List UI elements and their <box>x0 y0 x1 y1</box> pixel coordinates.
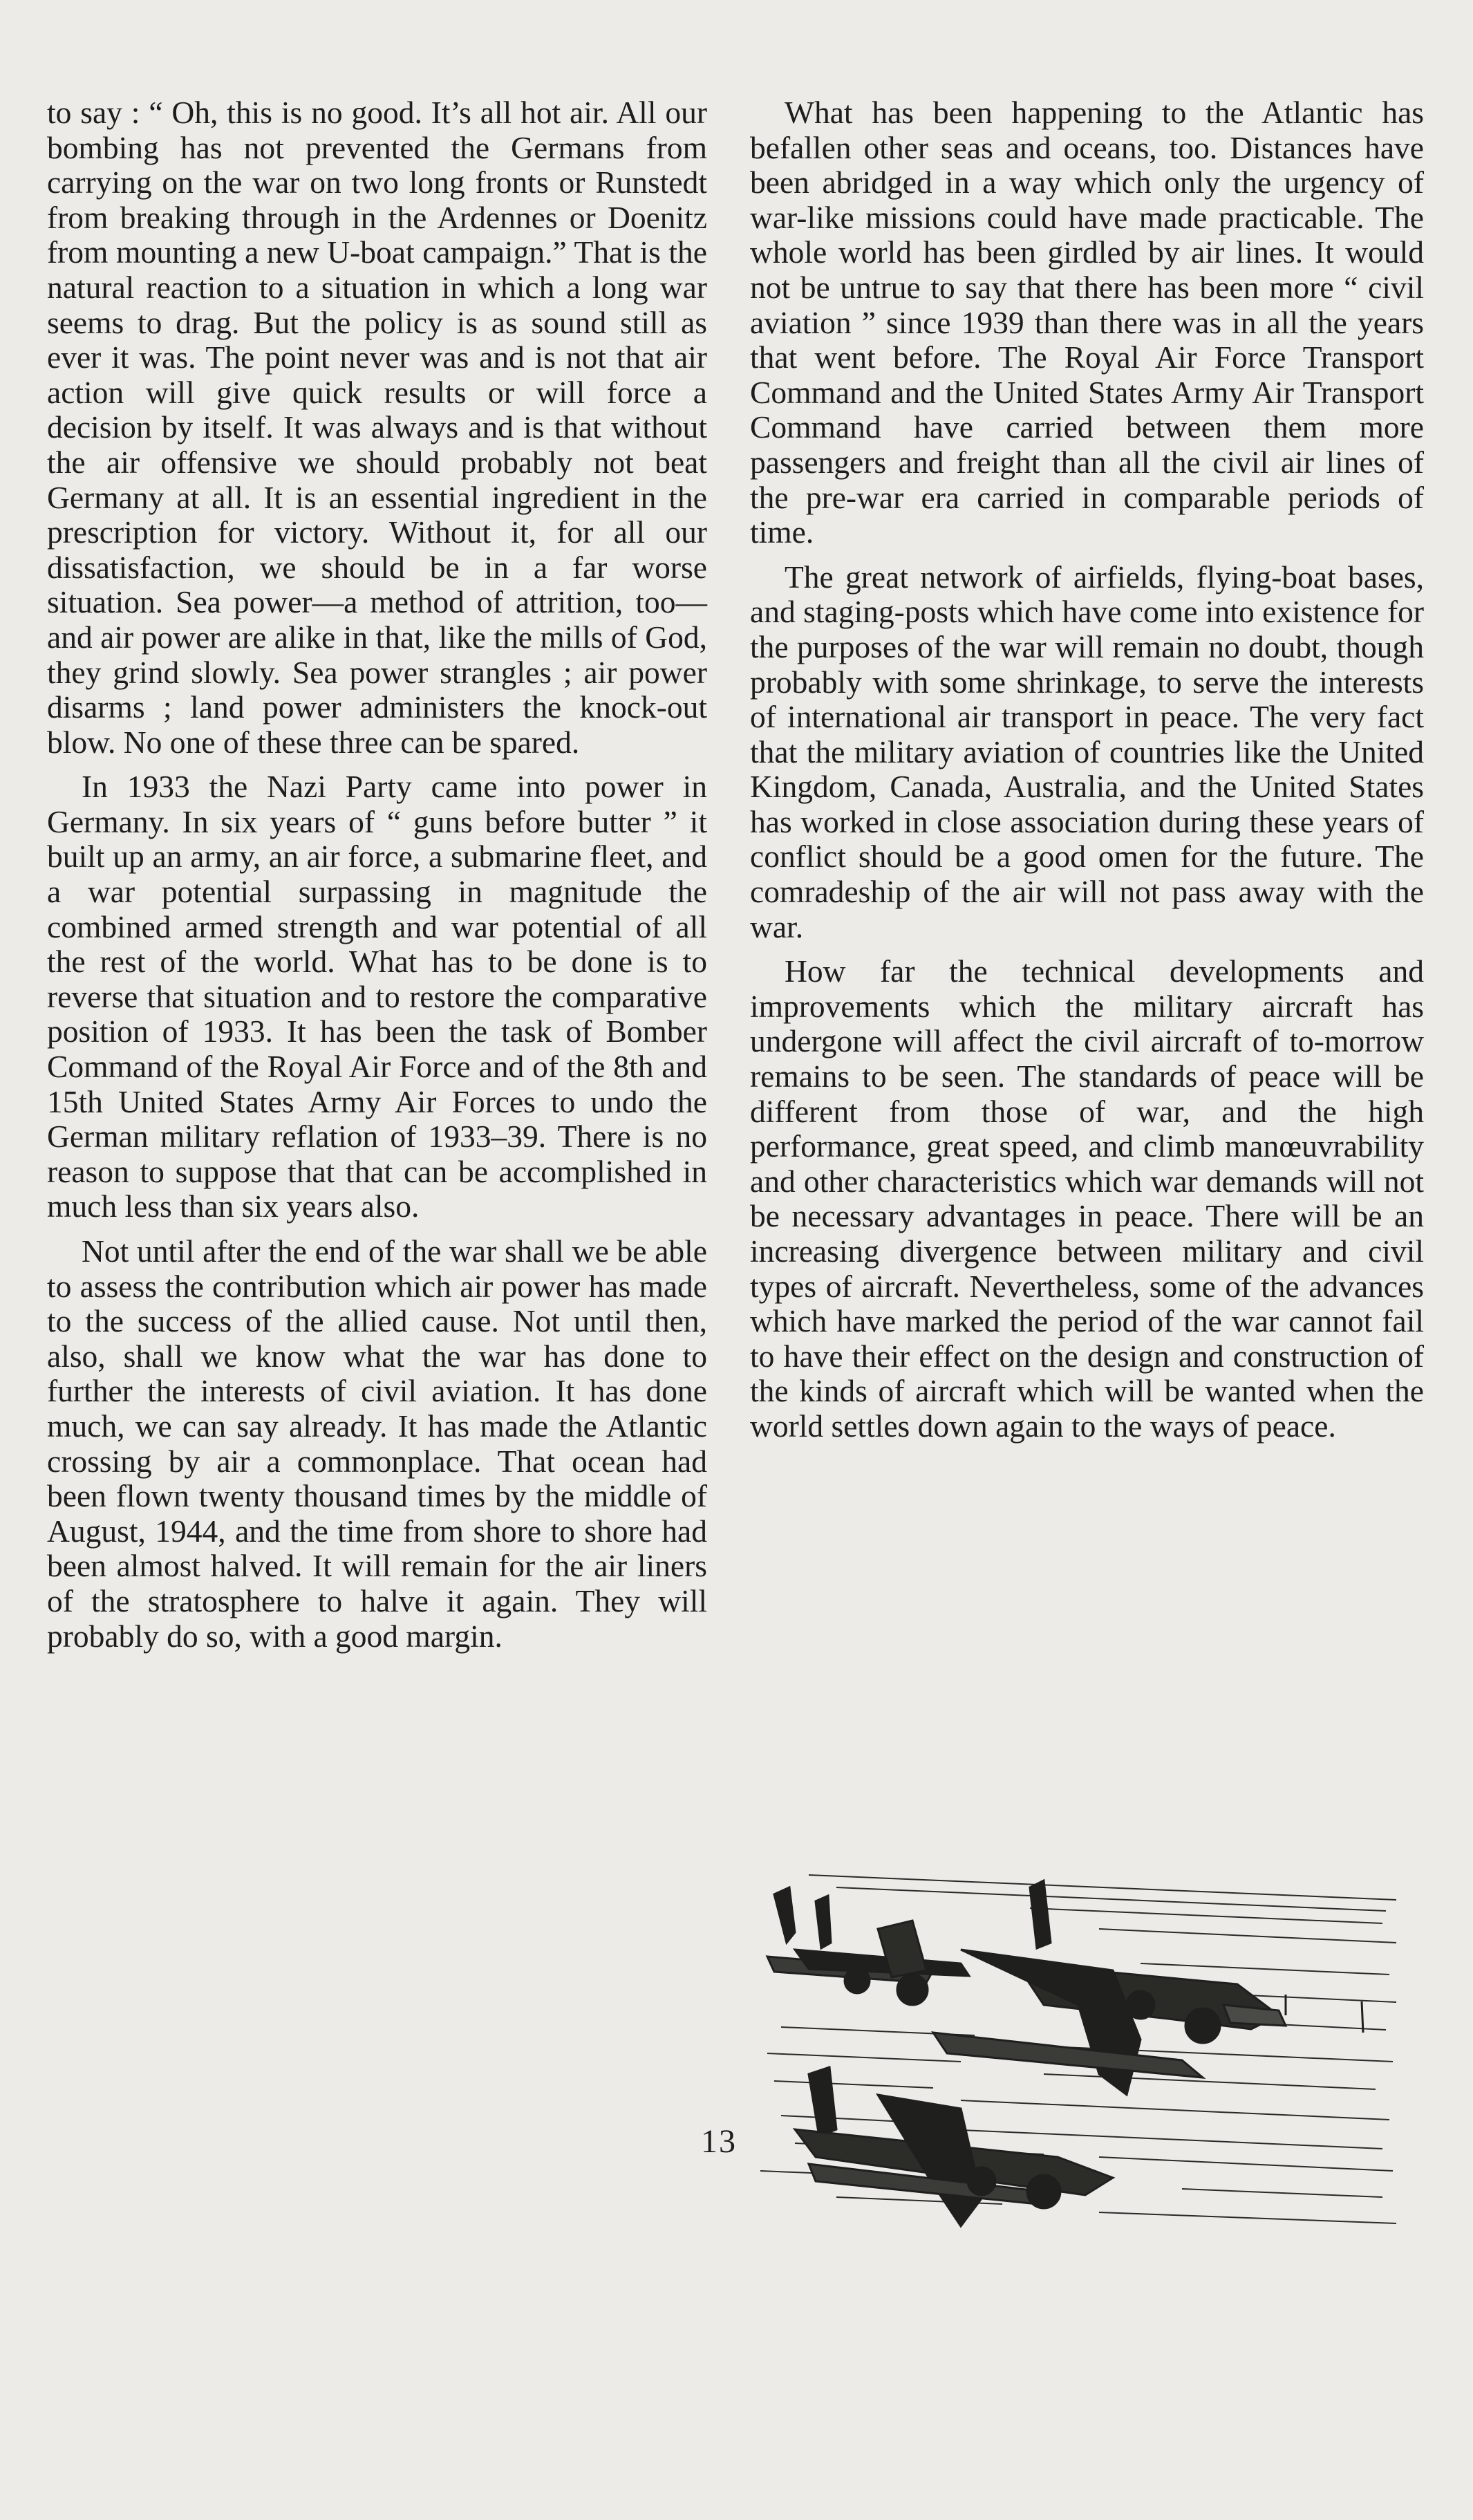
paragraph: In 1933 the Nazi Party came into power in Germany. In six years of “ guns before butter ” it built up an army, an air force, a submarine fleet, and a war potential surpassing in magnitude the combined armed strength and war potential of all the rest of the world. What has to be done is to reverse that situation and to restore the comparative position of 1933. It has been the task of Bomber Command of the Royal Air Force and of the 8th and 15th United States Army Air Forces to undo the German military reflation of 1933–39. There is no reason to suppose that that can be accomplished in much less than six years also. <box>47 769 707 1224</box>
paragraph: How far the technical developments and improvements which the military aircraft has undergone will affect the civil aircraft of to-morrow remains to be seen. The standards of peace will be different from those of war, and the high performance, great speed, and climb manœuvrability and other characteristics which war demands will not be necessary advantages in peace. There will be an increasing divergence between military and civil types of aircraft. Nevertheless, some of the advances which have marked the period of the war cannot fail to have their effect on the design and construction of the kinds of aircraft which will be wanted when the world settles down again to the ways of peace. <box>750 953 1424 1444</box>
left-column <box>47 95 707 1663</box>
paragraph: What has been happening to the Atlantic has befallen other seas and oceans, too. Distances have been abridged in a way which only the urgency of war-like missions could have made practicable. The whole world has been girdled by air lines. It would not be untrue to say that there has been more “ civil aviation ” since 1939 than there was in all the years that went before. The Royal Air Force Transport Command and the United States Army Air Transport Command have carried between them more passengers and freight than all the civil air lines of the pre-war era carried in comparable periods of time. <box>750 95 1424 550</box>
paragraph: Not until after the end of the war shall we be able to assess the contribution which air power has made to the success of the allied cause. Not until then, also, shall we know what the war has done to further the interests of civil aviation. It has done much, we can say already. It has made the Atlantic crossing by air a commonplace. That ocean had been flown twenty thousand times by the middle of August, 1944, and the time from shore to shore had been almost halved. It will remain for the air liners of the stratosphere to halve it again. They will probably do so, with a good margin. <box>47 1233 707 1654</box>
paragraph: The great network of airfields, flying-boat bases, and staging-posts which have come into existence for the purposes of the war will remain no doubt, though probably with some shrinkage, to serve the interests of international air transport in peace. The very fact that the military aviation of countries like the United Kingdom, Canada, Australia, and the United States has worked in close association during these years of conflict should be a good omen for the future. The comradeship of the air will not pass away with the war. <box>750 559 1424 944</box>
right-column <box>750 95 1424 1454</box>
paragraph: to say : “ Oh, this is no good. It’s all hot air. All our bombing has not prevented the Germans from carrying on the war on two long fronts or Runstedt from breaking through in the Ardennes or Doenitz from mounting a new U-boat campaign.” That is the natural reaction to a situation in which a long war seems to drag. But the policy is as sound still as ever it was. The point never was and is not that air action will give quick results or will force a decision by itself. It was always and is that without the air offensive we should probably not beat Germany at all. It is an essential ingredient in the prescription for victory. Without it, for all our dissatisfaction, we should be in a far worse situation. Sea power—a method of attrition, too—and air power are alike in that, like the mills of God, they grind slowly. Sea power strangles ; air power disarms ; land power administers the knock-out blow. No one of these three can be spared. <box>47 95 707 760</box>
bomber-aircraft-sketch-icon <box>753 1867 1396 2520</box>
page-number: 13 <box>701 2123 737 2160</box>
